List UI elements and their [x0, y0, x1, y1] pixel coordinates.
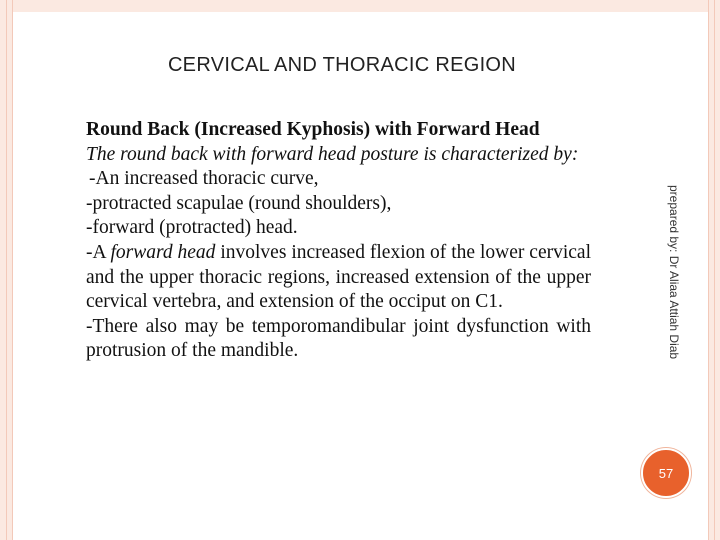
page-number: 57: [658, 465, 674, 481]
page-number-badge: [641, 448, 691, 498]
right-guide-line-outer: [714, 0, 715, 540]
intro-text: The round back with forward head posture is characterized by:: [86, 143, 579, 165]
forward-head-description: involves increased flexion of the lower cervical and the upper thoracic regions, increased extension of the upper cervical vertebra, and extension of the occiput on C1.: [86, 241, 591, 313]
slide-body: [86, 118, 591, 364]
tmj-paragraph: -There also may be temporomandibular joint dysfunction with protrusion of the mandible.: [86, 315, 591, 362]
forward-head-prefix: -A: [86, 241, 111, 263]
left-guide-line-inner: [12, 0, 13, 540]
left-guide-line-outer: [6, 0, 7, 540]
bullet-protracted-scapulae: -protracted scapulae (round shoulders),: [86, 192, 392, 214]
bullet-thoracic-curve: -An increased thoracic curve,: [89, 168, 319, 190]
forward-head-emphasis: forward head: [110, 241, 216, 263]
bullet-forward-head: -forward (protracted) head.: [86, 217, 298, 239]
author-credit: prepared by: Dr Aliaa Attiah Diab: [667, 185, 681, 360]
slide-title: CERVICAL AND THORACIC REGION: [167, 54, 517, 76]
section-heading: Round Back (Increased Kyphosis) with Forward Head: [86, 119, 540, 140]
forward-head-paragraph: [86, 241, 591, 315]
right-guide-line-inner: [708, 0, 709, 540]
